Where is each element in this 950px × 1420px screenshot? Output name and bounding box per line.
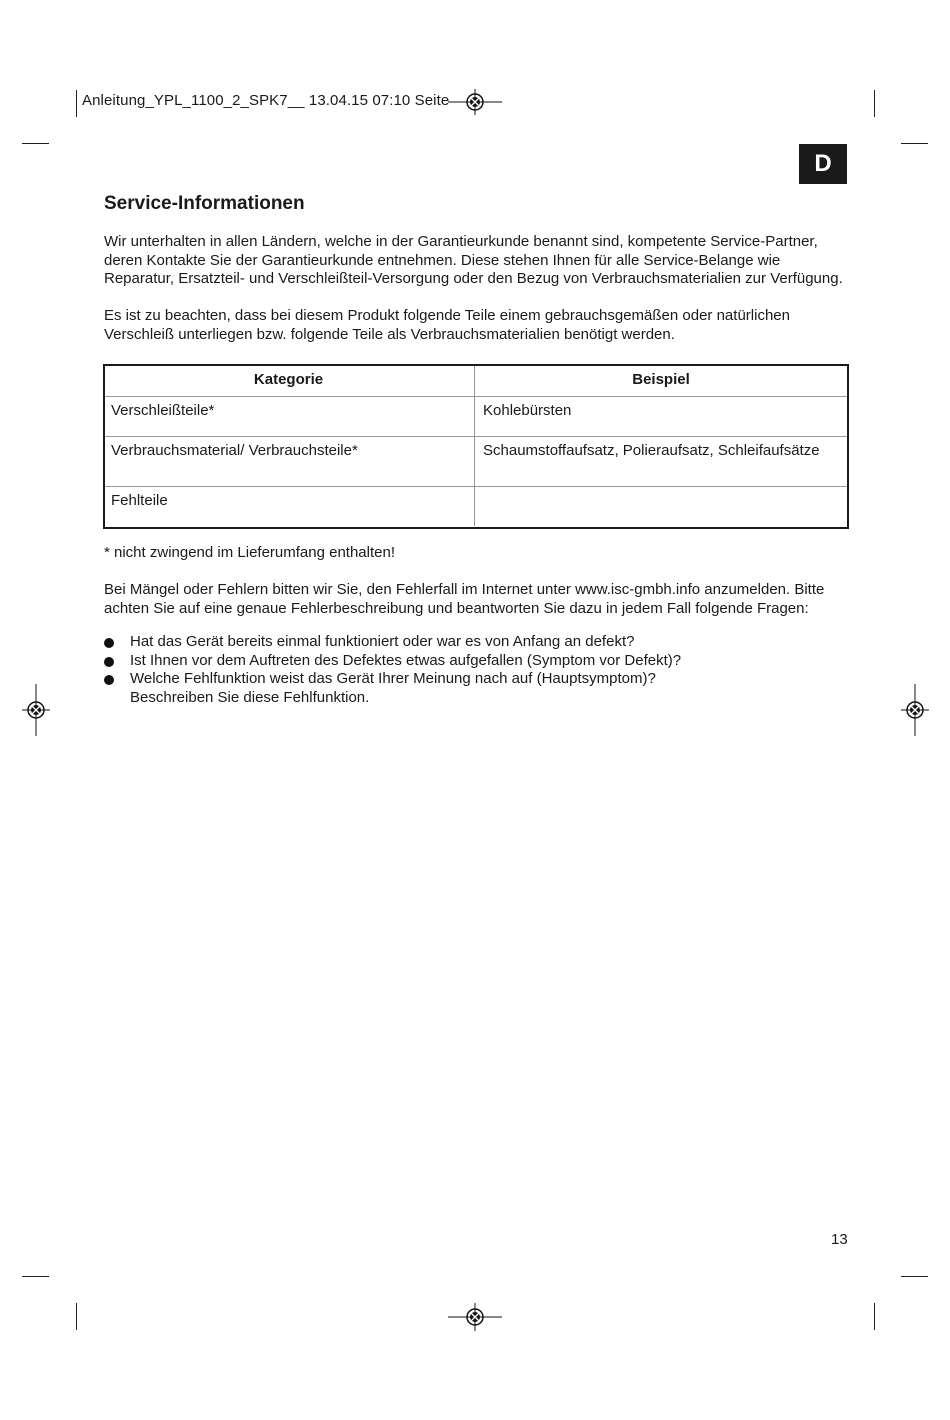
footnote: * nicht zwingend im Lieferumfang enthalten! — [104, 544, 396, 561]
crop-mark-top-right-vertical — [874, 90, 875, 117]
registration-mark-icon — [901, 684, 929, 736]
intro-paragraph: Wir unterhalten in allen Ländern, welche in der Garantieurkunde benannt sind, kompetente Service-Partner, deren Kontakte Sie der Garantieurkunde entnehmen. Diese stehen Ihnen für alle Service-Belange wie Reparatur, Ersatzteil- und Verschleißteil-Versorgung oder den Bezug von Verbrauchsmaterialien zur Verfügung. — [104, 233, 843, 287]
registration-mark-icon — [448, 87, 502, 117]
table-cell-example: Kohlebürsten — [475, 396, 848, 436]
print-header-slug: Anleitung_YPL_1100_2_SPK7__ 13.04.15 07:10 Seite — [82, 92, 450, 109]
crop-mark-top-right-horizontal — [901, 143, 928, 144]
table-cell-category: Verschleißteile* — [103, 396, 475, 436]
registration-mark-icon — [448, 1303, 502, 1331]
question-text: Ist Ihnen vor dem Auftreten des Defektes etwas aufgefallen (Symptom vor Defekt)? — [130, 651, 682, 669]
crop-mark-bottom-left-horizontal — [22, 1276, 49, 1277]
crop-mark-bottom-left-vertical — [76, 1303, 77, 1330]
report-paragraph: Bei Mängel oder Fehlern bitten wir Sie, den Fehlerfall im Internet unter www.isc-gmbh.info anzumelden. Bitte achten Sie auf eine genaue Fehlerbeschreibung und beantworten Sie dazu in jedem Fall folgende Fragen: — [104, 581, 825, 617]
table-row — [103, 486, 847, 526]
table-cell-category: Verbrauchsmaterial/ Verbrauchsteile* — [103, 436, 475, 486]
table-cell-example — [475, 486, 848, 526]
crop-mark-bottom-right-horizontal — [901, 1276, 928, 1277]
list-item — [104, 633, 681, 652]
page-number: 13 — [831, 1231, 848, 1248]
page-title: Service-Informationen — [104, 193, 305, 214]
table-header-beispiel: Beispiel — [475, 364, 848, 396]
service-parts-table — [103, 364, 847, 526]
table-header-row — [103, 364, 847, 396]
crop-mark-top-left-horizontal — [22, 143, 49, 144]
questions-list — [104, 633, 681, 707]
crop-mark-bottom-right-vertical — [874, 1303, 875, 1330]
table-cell-example: Schaumstoffaufsatz, Polieraufsatz, Schleifaufsätze — [475, 436, 848, 486]
table-header-kategorie: Kategorie — [103, 364, 475, 396]
notice-paragraph: Es ist zu beachten, dass bei diesem Produkt folgende Teile einem gebrauchsgemäßen oder natürlichen Verschleiß unterliegen bzw. folgende Teile als Verbrauchsmaterialien benötigt werden. — [104, 307, 790, 343]
bullet-icon — [104, 657, 114, 667]
table-row — [103, 436, 847, 486]
question-text: Welche Fehlfunktion weist das Gerät Ihrer Meinung nach auf (Hauptsymptom)? — [130, 670, 656, 687]
list-item — [104, 670, 681, 707]
crop-mark-top-left-vertical — [76, 90, 77, 117]
list-item — [104, 652, 681, 671]
table-row — [103, 396, 847, 436]
table-cell-category: Fehlteile — [103, 486, 475, 526]
question-text: Hat das Gerät bereits einmal funktioniert oder war es von Anfang an defekt? — [130, 633, 635, 650]
bullet-icon — [104, 638, 114, 648]
bullet-icon — [104, 675, 114, 685]
question-continuation: Beschreiben Sie diese Fehlfunktion. — [130, 688, 370, 706]
language-tab: D — [799, 144, 847, 184]
registration-mark-icon — [22, 684, 50, 736]
